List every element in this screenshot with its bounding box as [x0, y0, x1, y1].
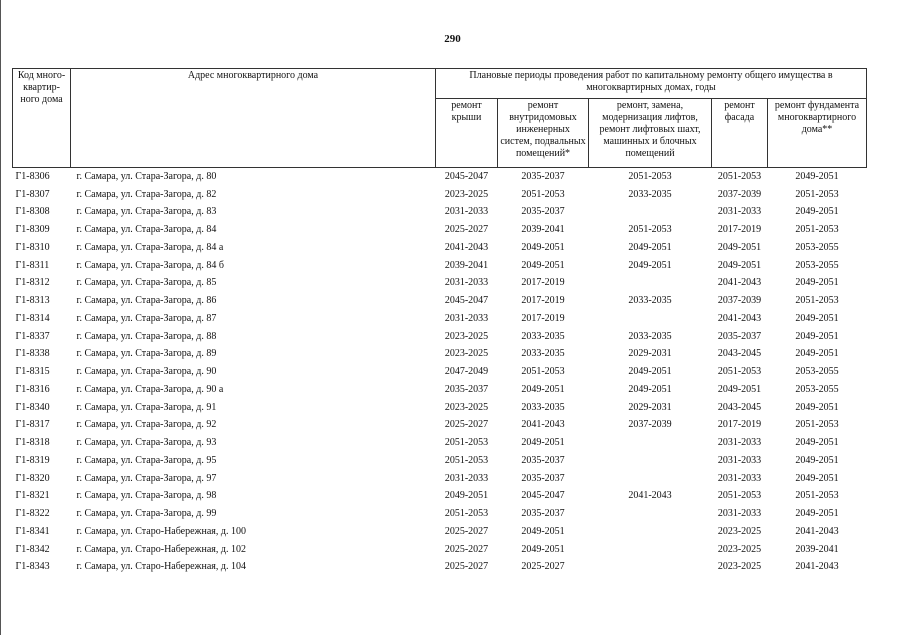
cell-address: г. Самара, ул. Стара-Загора, д. 86	[76, 295, 217, 307]
cell-engineering: 2035-2037	[521, 508, 565, 520]
table-row	[13, 434, 867, 452]
table-row	[13, 168, 867, 186]
table-row	[13, 292, 867, 310]
cell-address: г. Самара, ул. Стара-Загора, д. 90 а	[76, 383, 224, 395]
cell-engineering: 2049-2051	[521, 241, 565, 253]
cell-roof: 2049-2051	[444, 490, 489, 502]
table-row	[13, 239, 867, 257]
cell-elevators: 2037-2039	[628, 419, 672, 431]
cell-facade: 2041-2043	[717, 312, 762, 324]
cell-engineering: 2049-2051	[521, 543, 565, 555]
cell-roof: 2045-2047	[444, 170, 489, 182]
table-row	[13, 399, 867, 417]
cell-roof: 2031-2033	[444, 277, 489, 289]
cell-roof: 2031-2033	[444, 312, 489, 324]
cell-foundation: 2041-2043	[795, 561, 839, 573]
cell-code: Г1-8342	[15, 543, 50, 555]
cell-elevators	[589, 523, 712, 541]
cell-engineering: 2035-2037	[521, 170, 565, 182]
cell-roof: 2025-2027	[444, 419, 489, 431]
cell-address: г. Самара, ул. Старо-Набережная, д. 100	[76, 525, 246, 537]
cell-engineering: 2035-2037	[521, 472, 565, 484]
cell-address: г. Самара, ул. Стара-Загора, д. 90	[76, 366, 217, 378]
cell-roof: 2051-2053	[444, 454, 489, 466]
cell-elevators	[589, 204, 712, 222]
cell-facade: 2031-2033	[717, 206, 762, 218]
table-row	[13, 505, 867, 523]
header-elevators: ремонт, замена, модернизация лифтов, ремонт лифтовых шахт, машинных и блочных помещений	[589, 99, 712, 168]
cell-roof: 2023-2025	[444, 401, 489, 413]
cell-facade: 2023-2025	[717, 543, 762, 555]
cell-facade: 2049-2051	[717, 259, 762, 271]
table-header	[13, 69, 867, 168]
cell-foundation: 2049-2051	[795, 312, 839, 324]
cell-facade: 2031-2033	[717, 454, 762, 466]
cell-code: Г1-8310	[15, 241, 50, 253]
cell-facade: 2037-2039	[717, 188, 762, 200]
table-body	[13, 168, 867, 577]
cell-address: г. Самара, ул. Стара-Загора, д. 80	[76, 170, 217, 182]
cell-code: Г1-8316	[15, 383, 50, 395]
cell-elevators	[589, 541, 712, 559]
cell-address: г. Самара, ул. Стара-Загора, д. 97	[76, 472, 217, 484]
cell-facade: 2031-2033	[717, 437, 762, 449]
cell-facade: 2051-2053	[717, 366, 762, 378]
cell-code: Г1-8318	[15, 437, 50, 449]
cell-engineering: 2049-2051	[521, 437, 565, 449]
cell-foundation: 2049-2051	[795, 454, 839, 466]
cell-foundation: 2049-2051	[795, 330, 839, 342]
cell-roof: 2031-2033	[444, 472, 489, 484]
cell-code: Г1-8337	[15, 330, 50, 342]
table-row	[13, 452, 867, 470]
cell-address: г. Самара, ул. Стара-Загора, д. 89	[76, 348, 217, 360]
cell-engineering: 2041-2043	[521, 419, 565, 431]
header-facade: ремонт фасада	[712, 99, 768, 168]
table-row	[13, 275, 867, 293]
cell-facade: 2041-2043	[717, 277, 762, 289]
cell-roof: 2023-2025	[444, 330, 489, 342]
cell-engineering: 2035-2037	[521, 454, 565, 466]
cell-address: г. Самара, ул. Стара-Загора, д. 83	[76, 206, 217, 218]
cell-address: г. Самара, ул. Стара-Загора, д. 95	[76, 454, 217, 466]
cell-foundation: 2051-2053	[795, 419, 839, 431]
cell-facade: 2023-2025	[717, 525, 762, 537]
table-row	[13, 186, 867, 204]
cell-elevators	[589, 559, 712, 577]
cell-code: Г1-8306	[15, 170, 50, 182]
cell-code: Г1-8315	[15, 366, 50, 378]
cell-roof: 2041-2043	[444, 241, 489, 253]
cell-elevators: 2041-2043	[628, 490, 672, 502]
repair-schedule-table-wrap	[12, 68, 867, 576]
table-row	[13, 346, 867, 364]
cell-elevators: 2033-2035	[628, 188, 672, 200]
cell-engineering: 2025-2027	[521, 561, 565, 573]
cell-foundation: 2049-2051	[795, 401, 839, 413]
cell-engineering: 2049-2051	[521, 259, 565, 271]
cell-foundation: 2049-2051	[795, 277, 839, 289]
cell-code: Г1-8343	[15, 561, 50, 573]
cell-foundation: 2053-2055	[795, 383, 839, 395]
table-row	[13, 523, 867, 541]
cell-address: г. Самара, ул. Старо-Набережная, д. 102	[76, 543, 246, 555]
cell-roof: 2035-2037	[444, 383, 489, 395]
table-row	[13, 381, 867, 399]
cell-foundation: 2039-2041	[795, 543, 839, 555]
cell-code: Г1-8320	[15, 472, 50, 484]
cell-facade: 2017-2019	[717, 224, 762, 236]
cell-roof: 2025-2027	[444, 543, 489, 555]
cell-engineering: 2017-2019	[521, 312, 565, 324]
cell-code: Г1-8338	[15, 348, 50, 360]
cell-code: Г1-8321	[15, 490, 50, 502]
table-row	[13, 559, 867, 577]
cell-address: г. Самара, ул. Стара-Загора, д. 87	[76, 312, 217, 324]
cell-address: г. Самара, ул. Стара-Загора, д. 84 б	[76, 259, 224, 271]
cell-facade: 2049-2051	[717, 383, 762, 395]
table-row	[13, 541, 867, 559]
header-roof: ремонт крыши	[436, 99, 498, 168]
cell-engineering: 2033-2035	[521, 401, 565, 413]
cell-roof: 2045-2047	[444, 295, 489, 307]
cell-elevators: 2033-2035	[628, 295, 672, 307]
header-periods: Плановые периоды проведения работ по капитальному ремонту общего имущества в многоквартирных домах, годы	[436, 69, 867, 99]
table-row	[13, 204, 867, 222]
cell-elevators	[589, 452, 712, 470]
cell-foundation: 2049-2051	[795, 348, 839, 360]
page-left-border	[0, 0, 1, 635]
cell-address: г. Самара, ул. Стара-Загора, д. 84	[76, 224, 217, 236]
cell-foundation: 2051-2053	[795, 295, 839, 307]
cell-foundation: 2051-2053	[795, 224, 839, 236]
cell-roof: 2051-2053	[444, 437, 489, 449]
cell-roof: 2023-2025	[444, 348, 489, 360]
cell-facade: 2035-2037	[717, 330, 762, 342]
cell-elevators: 2029-2031	[628, 348, 672, 360]
cell-engineering: 2051-2053	[521, 366, 565, 378]
header-engineering: ремонт внутридомовых инженерных систем, подвальных помещений*	[498, 99, 589, 168]
cell-code: Г1-8309	[15, 224, 50, 236]
cell-facade: 2049-2051	[717, 241, 762, 253]
cell-engineering: 2017-2019	[521, 295, 565, 307]
cell-foundation: 2049-2051	[795, 437, 839, 449]
cell-roof: 2031-2033	[444, 206, 489, 218]
cell-code: Г1-8311	[15, 259, 50, 271]
cell-address: г. Самара, ул. Стара-Загора, д. 93	[76, 437, 217, 449]
cell-foundation: 2049-2051	[795, 508, 839, 520]
cell-engineering: 2035-2037	[521, 206, 565, 218]
cell-engineering: 2045-2047	[521, 490, 565, 502]
cell-address: г. Самара, ул. Стара-Загора, д. 84 а	[76, 241, 224, 253]
cell-code: Г1-8317	[15, 419, 50, 431]
cell-address: г. Самара, ул. Стара-Загора, д. 99	[76, 508, 217, 520]
cell-code: Г1-8341	[15, 525, 50, 537]
cell-facade: 2051-2053	[717, 490, 762, 502]
cell-elevators: 2049-2051	[628, 241, 672, 253]
cell-engineering: 2039-2041	[521, 224, 565, 236]
cell-foundation: 2049-2051	[795, 170, 839, 182]
cell-engineering: 2033-2035	[521, 330, 565, 342]
table-row	[13, 470, 867, 488]
cell-code: Г1-8322	[15, 508, 50, 520]
cell-foundation: 2053-2055	[795, 259, 839, 271]
cell-elevators: 2049-2051	[628, 383, 672, 395]
cell-elevators: 2049-2051	[628, 366, 672, 378]
cell-code: Г1-8319	[15, 454, 50, 466]
cell-roof: 2023-2025	[444, 188, 489, 200]
cell-address: г. Самара, ул. Стара-Загора, д. 91	[76, 401, 217, 413]
cell-foundation: 2053-2055	[795, 366, 839, 378]
cell-address: г. Самара, ул. Стара-Загора, д. 98	[76, 490, 217, 502]
table-row	[13, 257, 867, 275]
cell-address: г. Самара, ул. Стара-Загора, д. 82	[76, 188, 217, 200]
cell-roof: 2025-2027	[444, 525, 489, 537]
cell-roof: 2039-2041	[444, 259, 489, 271]
table-row	[13, 221, 867, 239]
cell-code: Г1-8308	[15, 206, 50, 218]
cell-roof: 2051-2053	[444, 508, 489, 520]
repair-schedule-table	[12, 68, 867, 576]
cell-elevators: 2051-2053	[628, 224, 672, 236]
cell-engineering: 2017-2019	[521, 277, 565, 289]
cell-facade: 2037-2039	[717, 295, 762, 307]
cell-facade: 2031-2033	[717, 472, 762, 484]
header-code: Код много-квартир-ного дома	[13, 69, 71, 168]
table-row	[13, 488, 867, 506]
cell-code: Г1-8313	[15, 295, 50, 307]
cell-elevators	[589, 470, 712, 488]
cell-foundation: 2049-2051	[795, 206, 839, 218]
cell-elevators: 2029-2031	[628, 401, 672, 413]
table-row	[13, 363, 867, 381]
cell-facade: 2017-2019	[717, 419, 762, 431]
cell-elevators: 2051-2053	[628, 170, 672, 182]
cell-code: Г1-8307	[15, 188, 50, 200]
header-address: Адрес многоквартирного дома	[71, 69, 436, 168]
cell-elevators: 2033-2035	[628, 330, 672, 342]
table-row	[13, 310, 867, 328]
cell-address: г. Самара, ул. Стара-Загора, д. 88	[76, 330, 217, 342]
cell-engineering: 2033-2035	[521, 348, 565, 360]
cell-facade: 2051-2053	[717, 170, 762, 182]
cell-elevators	[589, 310, 712, 328]
cell-foundation: 2051-2053	[795, 188, 839, 200]
cell-code: Г1-8340	[15, 401, 50, 413]
cell-address: г. Самара, ул. Стара-Загора, д. 85	[76, 277, 217, 289]
cell-foundation: 2051-2053	[795, 490, 839, 502]
cell-code: Г1-8312	[15, 277, 50, 289]
cell-engineering: 2049-2051	[521, 525, 565, 537]
cell-roof: 2025-2027	[444, 224, 489, 236]
cell-address: г. Самара, ул. Стара-Загора, д. 92	[76, 419, 217, 431]
cell-code: Г1-8314	[15, 312, 50, 324]
cell-foundation: 2041-2043	[795, 525, 839, 537]
cell-engineering: 2051-2053	[521, 188, 565, 200]
cell-elevators: 2049-2051	[628, 259, 672, 271]
header-foundation: ремонт фундамента многоквартирного дома**	[768, 99, 867, 168]
cell-facade: 2043-2045	[717, 348, 762, 360]
cell-facade: 2031-2033	[717, 508, 762, 520]
cell-elevators	[589, 505, 712, 523]
cell-roof: 2047-2049	[444, 366, 489, 378]
table-row	[13, 328, 867, 346]
cell-roof: 2025-2027	[444, 561, 489, 573]
cell-facade: 2043-2045	[717, 401, 762, 413]
cell-address: г. Самара, ул. Старо-Набережная, д. 104	[76, 561, 246, 573]
cell-facade: 2023-2025	[717, 561, 762, 573]
cell-elevators	[589, 434, 712, 452]
cell-foundation: 2049-2051	[795, 472, 839, 484]
cell-engineering: 2049-2051	[521, 383, 565, 395]
page-number: 290	[444, 33, 461, 45]
table-row	[13, 417, 867, 435]
cell-foundation: 2053-2055	[795, 241, 839, 253]
cell-elevators	[589, 275, 712, 293]
